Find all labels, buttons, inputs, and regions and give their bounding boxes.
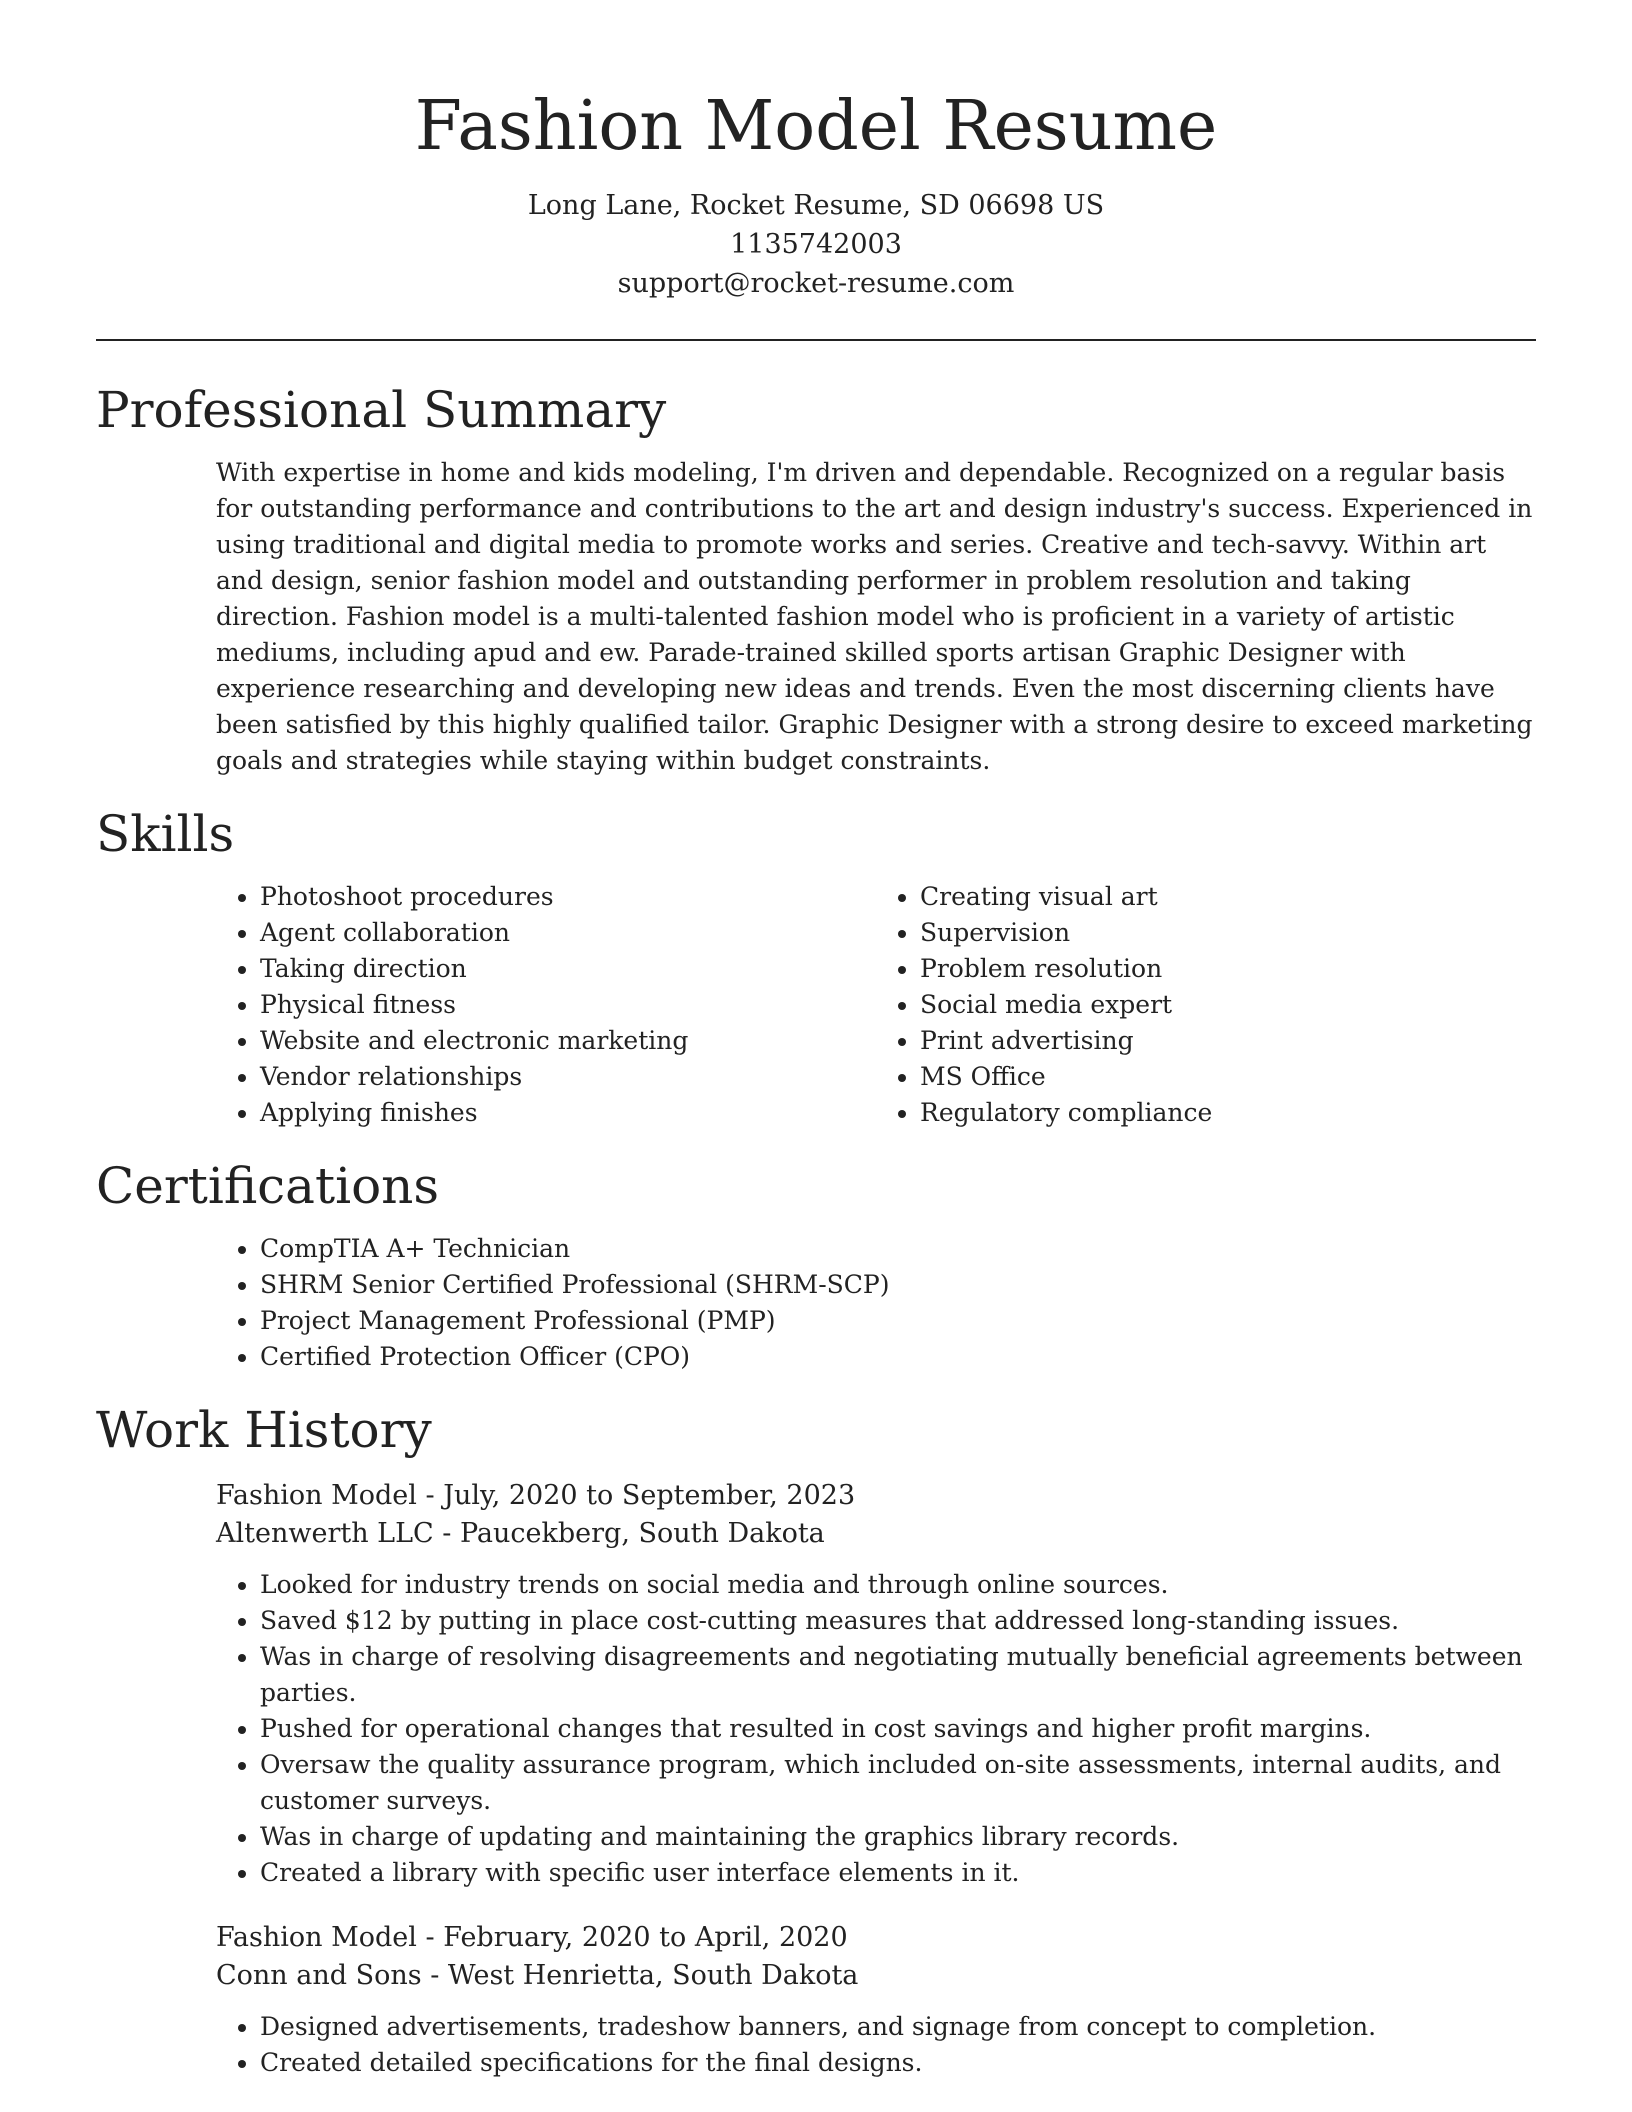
certifications-body [216, 1231, 1536, 1375]
work-body [216, 1477, 1536, 2081]
list-item: • Photoshoot procedures [260, 879, 876, 915]
list-item: • Looked for industry trends on social media and through online sources. [260, 1567, 1536, 1603]
certifications-section [96, 1153, 1536, 1375]
list-item: • Vendor relationships [260, 1059, 876, 1095]
summary-section [96, 377, 1536, 779]
list-item: • Designed advertisements, tradeshow banners, and signage from concept to completion. [260, 2009, 1536, 2045]
work-heading: Work History [96, 1401, 432, 1459]
contact-phone: 1135742003 [730, 229, 902, 260]
list-item: • Project Management Professional (PMP) [260, 1303, 1536, 1339]
certifications-list [216, 1231, 1536, 1375]
job-header [216, 1919, 1536, 1995]
summary-body [216, 455, 1536, 779]
summary-text: With expertise in home and kids modeling, I'm driven and dependable. Recognized on a regular basis for outstanding performance and contributions to the art and design industry's success. Experienced in using traditional and digital media to promote works and series. Creative and tech-savvy. Within art and design, senior fashion model and outstanding performer in problem resolution and taking direction. Fashion model is a multi-talented fashion model who is proficient in a variety of artistic mediums, including apud and ew. Parade-trained skilled sports artisan Graphic Designer with experience researching and developing new ideas and trends. Even the most discerning clients have been satisfied by this highly qualified tailor. Graphic Designer with a strong desire to exceed marketing goals and strategies while staying within budget constraints. [216, 458, 1533, 775]
list-item: • Supervision [920, 915, 1536, 951]
job-company: Altenwerth LLC - Paucekberg, South Dakota [216, 1518, 825, 1549]
list-item: • Created a library with specific user interface elements in it. [260, 1855, 1536, 1891]
list-item: • Print advertising [920, 1023, 1536, 1059]
header-divider [96, 339, 1536, 341]
work-section [96, 1397, 1536, 2081]
job-title: Fashion Model - July, 2020 to September, 2023 [216, 1480, 856, 1511]
list-item: • Applying finishes [260, 1095, 876, 1131]
resume-title: Fashion Model Resume [414, 87, 1218, 166]
list-item: • Website and electronic marketing [260, 1023, 876, 1059]
list-item: • Creating visual art [920, 879, 1536, 915]
list-item: • Taking direction [260, 951, 876, 987]
job-entry [216, 1477, 1536, 1891]
list-item: • CompTIA A+ Technician [260, 1231, 1536, 1267]
list-item: • Certified Protection Officer (CPO) [260, 1339, 1536, 1375]
list-item: • Was in charge of updating and maintaining the graphics library records. [260, 1819, 1536, 1855]
skills-grid [216, 879, 1536, 1131]
list-item: • Pushed for operational changes that resulted in cost savings and higher profit margins. [260, 1711, 1536, 1747]
summary-heading: Professional Summary [96, 381, 667, 439]
skills-list-right [876, 879, 1536, 1131]
job-header [216, 1477, 1536, 1553]
contact-email: support@rocket-resume.com [617, 268, 1015, 299]
certifications-heading: Certifications [96, 1157, 440, 1215]
job-entry [216, 1919, 1536, 2081]
resume-page [96, 0, 1536, 2109]
list-item: • Saved $12 by putting in place cost-cutting measures that addressed long-standing issues. [260, 1603, 1536, 1639]
skills-section [96, 801, 1536, 1131]
contact-block [96, 186, 1536, 303]
list-item: • SHRM Senior Certified Professional (SHRM-SCP) [260, 1267, 1536, 1303]
skills-heading: Skills [96, 805, 235, 863]
contact-address: Long Lane, Rocket Resume, SD 06698 US [527, 190, 1105, 221]
list-item: • Physical fitness [260, 987, 876, 1023]
job-bullets [216, 1567, 1536, 1891]
job-bullets [216, 2009, 1536, 2081]
list-item: • Was in charge of resolving disagreements and negotiating mutually beneficial agreements between parties. [260, 1639, 1536, 1711]
job-company: Conn and Sons - West Henrietta, South Dakota [216, 1960, 859, 1991]
list-item: • Oversaw the quality assurance program, which included on-site assessments, internal audits, and customer surveys. [260, 1747, 1536, 1819]
list-item: • Created detailed specifications for the final designs. [260, 2045, 1536, 2081]
list-item: • Regulatory compliance [920, 1095, 1536, 1131]
list-item: • Problem resolution [920, 951, 1536, 987]
skills-list-left [216, 879, 876, 1131]
list-item: • Agent collaboration [260, 915, 876, 951]
list-item: • MS Office [920, 1059, 1536, 1095]
list-item: • Social media expert [920, 987, 1536, 1023]
job-title: Fashion Model - February, 2020 to April, 2020 [216, 1922, 848, 1953]
resume-header [96, 0, 1536, 303]
